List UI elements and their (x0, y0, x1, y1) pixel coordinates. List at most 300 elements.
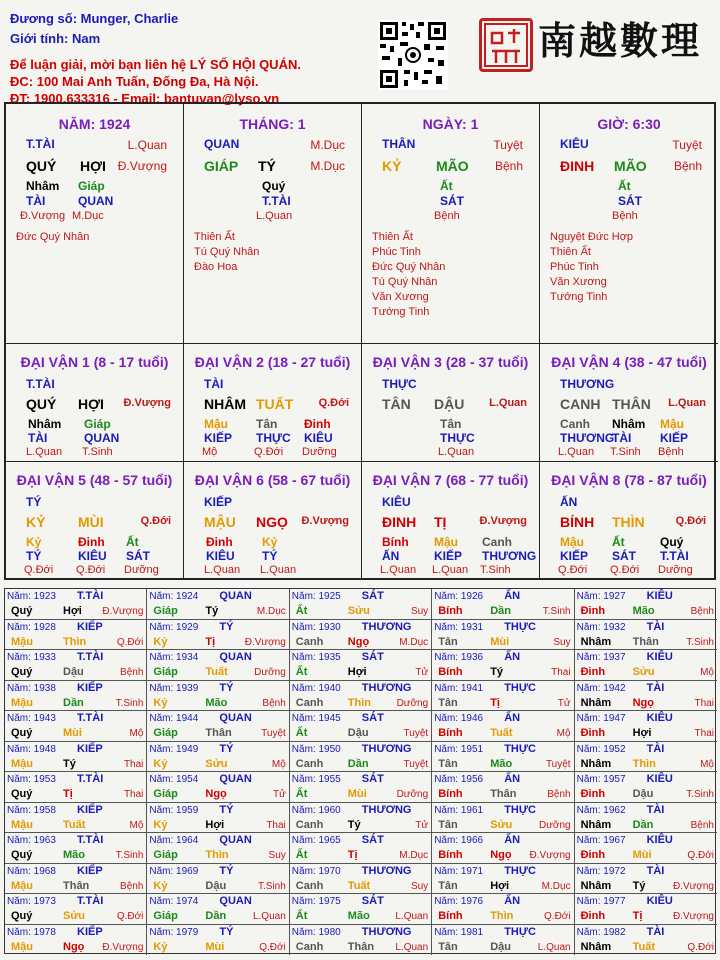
year-god: KIÊU (646, 895, 673, 907)
pillar-cell (362, 104, 540, 344)
year-cell (5, 681, 147, 712)
year-position: T.Sinh (115, 850, 144, 861)
dai-van-hidden-position: L.Quan (260, 564, 297, 576)
year-label: Năm: 1957 (576, 774, 626, 785)
dai-van-hidden-stem: Canh (560, 417, 590, 431)
year-god: T.TÀI (77, 834, 104, 846)
dai-van-god: KIÊU (382, 495, 411, 509)
star-list (16, 230, 89, 245)
year-position: Đ.Vượng (102, 941, 144, 953)
year-god: KIẾP (77, 742, 103, 755)
year-position: Dưỡng (254, 667, 286, 678)
dai-van-stem: KỶ (26, 514, 46, 530)
year-stem: Kỷ (153, 818, 168, 831)
year-stem: Bính (438, 605, 463, 617)
year-label: Năm: 1928 (7, 621, 56, 633)
dai-van-position: Đ.Vượng (123, 397, 171, 409)
year-cell (5, 742, 147, 773)
year-position: Thai (123, 789, 144, 800)
year-cell (432, 772, 574, 803)
dai-van-hidden-stem: Đinh (304, 417, 331, 431)
year-stem: Kỷ (153, 879, 168, 892)
year-god: TÝ (219, 620, 234, 633)
year-position: T.Sinh (686, 636, 714, 648)
year-cell (432, 833, 574, 864)
dai-van-god: T.TÀI (26, 377, 55, 391)
year-label: Năm: 1964 (149, 835, 199, 846)
year-position: Đ.Vượng (102, 606, 144, 617)
year-stem: Đinh (580, 666, 606, 678)
year-stem: Đinh (580, 788, 606, 800)
year-cell (575, 772, 717, 803)
year-position: Bệnh (262, 697, 286, 709)
pillar-title: NGÀY: 1 (422, 116, 479, 132)
pillar-branch: HỢI (80, 158, 106, 174)
dai-van-branch: NGỌ (256, 514, 288, 530)
year-stem: Canh (295, 940, 324, 953)
year-position: Mộ (700, 667, 714, 678)
year-stem: Giáp (153, 605, 178, 617)
year-label: Năm: 1932 (576, 621, 626, 633)
dai-van-stem: BÍNH (560, 514, 595, 530)
year-position: T.Sinh (542, 606, 571, 617)
year-cell (147, 894, 289, 925)
year-branch: Dậu (490, 940, 511, 953)
year-cell (290, 650, 432, 681)
year-god: THƯƠNG (361, 925, 412, 938)
star-item: Đức Quý Nhân (16, 231, 90, 243)
year-stem: Quý (11, 666, 33, 678)
year-position: Đ.Vượng (244, 636, 286, 648)
header (0, 0, 720, 106)
year-branch: Thân (632, 635, 659, 648)
year-cell (432, 681, 574, 712)
year-position: Mộ (129, 819, 144, 831)
year-branch: Hợi (490, 879, 510, 892)
year-god: QUAN (219, 773, 252, 785)
year-god: KIẾP (77, 620, 103, 633)
dai-van-cell (540, 344, 718, 462)
star-item: Đức Quý Nhân (372, 261, 446, 273)
year-cell (5, 925, 147, 956)
year-position: Q.Đới (687, 850, 714, 861)
year-god: THƯƠNG (361, 864, 412, 877)
year-position: T.Sinh (686, 789, 714, 800)
pillar-god: KIÊU (560, 137, 589, 151)
dai-van-hidden-god: KIẾP (560, 549, 589, 563)
year-god: SÁT (361, 895, 384, 907)
year-position: Đ.Vượng (529, 850, 571, 861)
dai-van-hidden-position: L.Quan (558, 446, 595, 458)
dai-van-god: ẤN (560, 495, 578, 509)
dai-van-hidden-position: Bệnh (658, 446, 684, 458)
year-stem: Nhâm (580, 757, 612, 770)
year-branch: Mão (347, 910, 370, 922)
year-stem: Đinh (580, 605, 606, 617)
dai-van-hidden-position: Dưỡng (302, 446, 337, 458)
year-stem: Ất (295, 666, 308, 678)
dai-van-hidden-stem: Giáp (84, 417, 111, 431)
dai-van-hidden-stem: Nhâm (612, 417, 646, 431)
year-position: Bệnh (690, 606, 714, 617)
star-list (372, 230, 445, 320)
year-stem: Giáp (153, 910, 178, 922)
year-stem: Canh (295, 696, 324, 709)
year-god: KIẾP (77, 803, 103, 816)
year-label: Năm: 1938 (7, 682, 56, 694)
year-stem: Kỷ (153, 940, 168, 953)
hidden-god: T.TÀI (262, 194, 291, 208)
year-cell (5, 772, 147, 803)
year-branch: Dần (347, 757, 369, 770)
year-branch: Tuất (347, 879, 371, 892)
year-god: THƯƠNG (361, 620, 412, 633)
year-branch: Mão (490, 757, 513, 770)
year-position: Mộ (556, 728, 571, 739)
pillar-stem: KỶ (382, 158, 402, 174)
dai-van-branch: THÂN (612, 396, 651, 412)
star-item: Văn Xương (372, 291, 429, 303)
year-cell (575, 833, 717, 864)
year-position: Bệnh (120, 667, 144, 678)
year-god: THƯƠNG (361, 681, 412, 694)
year-label: Năm: 1975 (291, 896, 341, 907)
star-item: Tướng Tinh (550, 291, 608, 303)
year-label: Năm: 1931 (434, 621, 484, 633)
hidden-position: Bệnh (434, 210, 460, 222)
dai-van-hidden-position: T.Sinh (82, 446, 113, 458)
pillar-title: NĂM: 1924 (58, 116, 131, 132)
dai-van-hidden-god: THƯƠNG (482, 549, 537, 563)
dai-van-hidden-god: KIÊU (78, 549, 107, 563)
year-label: Năm: 1981 (434, 926, 484, 938)
year-branch: Thìn (347, 696, 372, 709)
year-label: Năm: 1970 (291, 865, 341, 877)
pillar-branch: TÝ (258, 158, 276, 174)
year-stem: Kỷ (153, 757, 168, 770)
year-position: L.Quan (395, 941, 429, 953)
dai-van-cell (540, 462, 718, 580)
dai-van-stem: NHÂM (204, 396, 246, 412)
year-god: THỰC (504, 681, 536, 694)
year-stem: Bính (438, 788, 463, 800)
year-god: THỰC (504, 742, 536, 755)
dai-van-hidden-stem: Canh (482, 535, 512, 549)
year-stem: Nhâm (580, 635, 612, 648)
year-cell (290, 681, 432, 712)
pillar-branch-position: Đ.Vượng (117, 159, 167, 173)
year-god: KIẾP (77, 681, 103, 694)
dai-van-branch: TỊ (434, 514, 447, 530)
brand-logo: 南越數理 (538, 18, 703, 63)
dai-van-god: TÝ (26, 495, 42, 509)
year-label: Năm: 1967 (576, 835, 626, 846)
year-position: Đ.Vượng (672, 911, 714, 922)
year-position: Tử (415, 819, 429, 831)
year-cell (432, 803, 574, 834)
year-position: Dưỡng (396, 789, 429, 800)
year-cell (432, 711, 574, 742)
year-branch: Sửu (490, 818, 513, 831)
year-label: Năm: 1948 (7, 743, 56, 755)
hidden-stem: Nhâm (26, 179, 60, 193)
year-position: Tuyệt (403, 758, 429, 770)
year-god: TÀI (646, 864, 665, 877)
dai-van-position: Q.Đới (140, 515, 171, 527)
year-position: M.Dục (399, 636, 429, 648)
year-label: Năm: 1963 (7, 835, 56, 846)
hidden-stem: Quý (262, 179, 286, 193)
hidden-god: SÁT (440, 194, 464, 208)
year-god: QUAN (219, 712, 252, 724)
year-cell (575, 589, 717, 620)
pillar-position: L.Quan (127, 138, 167, 152)
year-label: Năm: 1923 (7, 591, 56, 602)
dai-van-cell (6, 462, 184, 580)
year-god: SÁT (361, 834, 384, 846)
year-branch: Tý (490, 666, 504, 678)
year-cell (575, 742, 717, 773)
year-god: TÝ (219, 925, 234, 938)
star-item: Thiên Ất (194, 231, 235, 243)
dai-van-title: ĐẠI VẬN 5 (48 - 57 tuổi) (16, 472, 173, 488)
year-branch: Sửu (63, 910, 86, 922)
year-cell (147, 620, 289, 651)
dai-van-hidden-position: Dưỡng (124, 564, 159, 576)
year-branch: Dần (490, 605, 511, 617)
year-position: Suy (410, 880, 429, 892)
year-branch: Mùi (205, 940, 225, 953)
year-label: Năm: 1933 (7, 652, 56, 663)
year-position: Q.Đới (544, 911, 571, 922)
year-stem: Bính (438, 910, 463, 922)
year-stem: Canh (295, 635, 324, 648)
year-label: Năm: 1952 (576, 743, 626, 755)
year-stem: Ất (295, 849, 308, 861)
year-stem: Quý (11, 849, 33, 861)
year-cell (147, 864, 289, 895)
year-god: ẤN (504, 834, 521, 846)
year-cell (290, 742, 432, 773)
year-position: Q.Đới (687, 941, 714, 953)
dai-van-position: Đ.Vượng (301, 515, 349, 527)
year-position: T.Sinh (115, 697, 144, 709)
star-item: Tú Quý Nhân (194, 246, 260, 258)
year-cell (5, 711, 147, 742)
hidden-position: L.Quan (256, 210, 293, 222)
year-cell (290, 589, 432, 620)
dai-van-hidden-god: TÀI (28, 431, 48, 445)
year-label: Năm: 1961 (434, 804, 484, 816)
year-cell (290, 803, 432, 834)
year-god: TÀI (646, 925, 665, 938)
dai-van-position: Q.Đới (318, 397, 349, 409)
year-position: M.Dục (541, 880, 571, 892)
dai-van-hidden-god: QUAN (84, 431, 120, 445)
year-label: Năm: 1965 (291, 835, 341, 846)
dai-van-hidden-stem: Kỷ (26, 535, 42, 549)
year-cell (147, 711, 289, 742)
dai-van-hidden-position: T.Sinh (480, 564, 511, 576)
year-god: TÝ (219, 864, 234, 877)
pillar-cell (184, 104, 362, 344)
year-position: Suy (553, 636, 571, 648)
year-cell (432, 650, 574, 681)
year-position: Tử (415, 667, 429, 678)
star-item: Nguyệt Đức Hợp (550, 231, 634, 243)
year-cell (575, 711, 717, 742)
year-stem: Nhâm (580, 818, 612, 831)
year-god: THỰC (504, 925, 536, 938)
dai-van-hidden-god: SÁT (126, 549, 150, 563)
year-label: Năm: 1936 (434, 652, 484, 663)
pillar-stem: QUÝ (26, 158, 57, 174)
star-item: Tú Quý Nhân (372, 276, 438, 288)
dai-van-hidden-position: Q.Đới (610, 564, 640, 576)
year-stem: Kỷ (153, 696, 168, 709)
dai-van-branch: DẬU (434, 396, 465, 412)
year-branch: Mùi (632, 849, 652, 861)
year-stem: Đinh (580, 849, 606, 861)
year-branch: Thân (490, 788, 517, 800)
year-branch: Tị (632, 910, 643, 922)
year-position: Mộ (129, 728, 144, 739)
year-label: Năm: 1969 (149, 865, 199, 877)
year-cell (290, 894, 432, 925)
star-item: Thiên Ất (550, 246, 591, 258)
year-position: Tử (557, 697, 571, 709)
year-branch: Dần (205, 910, 227, 922)
year-god: ẤN (504, 895, 521, 907)
name-label: Đương số: Munger, Charlie (10, 11, 179, 26)
year-cell (147, 925, 289, 956)
year-stem: Mậu (11, 818, 33, 831)
year-cell (290, 925, 432, 956)
year-label: Năm: 1973 (7, 896, 56, 907)
year-branch: Tý (63, 757, 76, 770)
dai-van-stem: QUÝ (26, 396, 57, 412)
pillar-position: M.Dục (310, 138, 345, 152)
year-position: Mộ (271, 758, 286, 770)
pillar-branch: MÃO (614, 158, 647, 174)
hidden-stem: Giáp (78, 179, 105, 193)
year-branch: Thìn (205, 849, 229, 861)
pillar-position: Tuyệt (493, 138, 523, 152)
year-label: Năm: 1951 (434, 743, 484, 755)
year-branch: Dậu (63, 666, 84, 678)
dai-van-hidden-god: THỰC (256, 431, 291, 445)
year-position: Thai (266, 819, 286, 831)
seal-stamp-icon (479, 18, 533, 72)
year-stem: Mậu (11, 940, 33, 953)
year-branch: Thìn (63, 635, 87, 648)
hidden-position: Bệnh (612, 210, 638, 222)
dai-van-stem: CANH (560, 396, 601, 412)
year-branch: Tý (205, 605, 219, 617)
year-cell (147, 742, 289, 773)
dai-van-title: ĐẠI VẬN 2 (18 - 27 tuổi) (194, 354, 351, 370)
pillar-god: T.TÀI (26, 137, 55, 151)
annual-table (4, 588, 716, 954)
year-cell (5, 894, 147, 925)
dai-van-hidden-stem: Kỷ (262, 535, 278, 549)
star-item: Phúc Tinh (372, 246, 421, 258)
year-god: THƯƠNG (361, 803, 412, 816)
year-branch: Tý (347, 818, 361, 831)
year-position: Tuyệt (261, 728, 286, 739)
year-position: Thai (694, 728, 714, 739)
year-cell (290, 833, 432, 864)
dai-van-title: ĐẠI VẬN 7 (68 - 77 tuổi) (372, 472, 529, 488)
year-position: Bệnh (547, 789, 571, 800)
year-label: Năm: 1982 (576, 926, 626, 938)
dai-van-god: THƯƠNG (560, 377, 615, 391)
year-label: Năm: 1974 (149, 896, 199, 907)
pillar-title: GIỜ: 6:30 (597, 116, 661, 132)
year-position: Q.Đới (259, 941, 286, 953)
year-stem: Bính (438, 849, 463, 861)
year-label: Năm: 1939 (149, 682, 199, 694)
year-label: Năm: 1927 (576, 591, 626, 602)
dai-van-hidden-god: KIẾP (204, 431, 233, 445)
dai-van-god: THỰC (382, 377, 417, 391)
dai-van-cell (184, 462, 362, 580)
dai-van-hidden-god: KIÊU (206, 549, 235, 563)
year-branch: Mão (205, 696, 228, 709)
year-branch: Thân (205, 727, 232, 739)
dai-van-hidden-stem: Ất (126, 535, 139, 549)
year-god: ẤN (504, 651, 521, 663)
address-line: ĐC: 100 Mai Anh Tuấn, Đống Đa, Hà Nội. (10, 74, 259, 89)
year-branch: Tị (490, 696, 500, 709)
year-position: Suy (268, 850, 286, 861)
year-branch: Ngọ (632, 696, 654, 709)
year-branch: Tị (205, 635, 216, 648)
hidden-stem: Ất (618, 179, 631, 193)
year-position: Dưỡng (538, 819, 571, 831)
year-god: T.TÀI (77, 651, 104, 663)
dai-van-hidden-stem: Ất (612, 535, 625, 549)
year-branch: Mùi (63, 727, 82, 739)
year-stem: Đinh (580, 727, 606, 739)
year-stem: Quý (11, 727, 33, 739)
year-stem: Giáp (153, 788, 178, 800)
year-cell (432, 894, 574, 925)
dai-van-hidden-god: THƯƠNG (560, 431, 615, 445)
dai-van-cell (362, 344, 540, 462)
year-label: Năm: 1950 (291, 743, 341, 755)
year-position: Thai (694, 697, 714, 709)
year-god: KIÊU (646, 651, 673, 663)
hidden-position: Đ.Vượng (20, 210, 66, 222)
dai-van-position: L.Quan (668, 397, 706, 409)
year-branch: Mùi (347, 788, 367, 800)
dai-van-branch: THÌN (612, 514, 645, 530)
dai-van-title: ĐẠI VẬN 8 (78 - 87 tuổi) (551, 472, 707, 488)
year-god: KIẾP (77, 925, 103, 938)
year-cell (575, 803, 717, 834)
dai-van-position: Đ.Vượng (479, 515, 527, 527)
year-label: Năm: 1935 (291, 652, 341, 663)
year-god: KIÊU (646, 712, 673, 724)
year-cell (575, 650, 717, 681)
year-branch: Ngọ (205, 788, 227, 800)
dai-van-hidden-position: Mộ (202, 446, 218, 458)
dai-van-hidden-position: T.Sinh (610, 446, 641, 458)
dai-van-hidden-position: L.Quan (438, 446, 475, 458)
dai-van-god: KIẾP (204, 495, 233, 509)
dai-van-title: ĐẠI VẬN 1 (8 - 17 tuổi) (20, 354, 169, 370)
